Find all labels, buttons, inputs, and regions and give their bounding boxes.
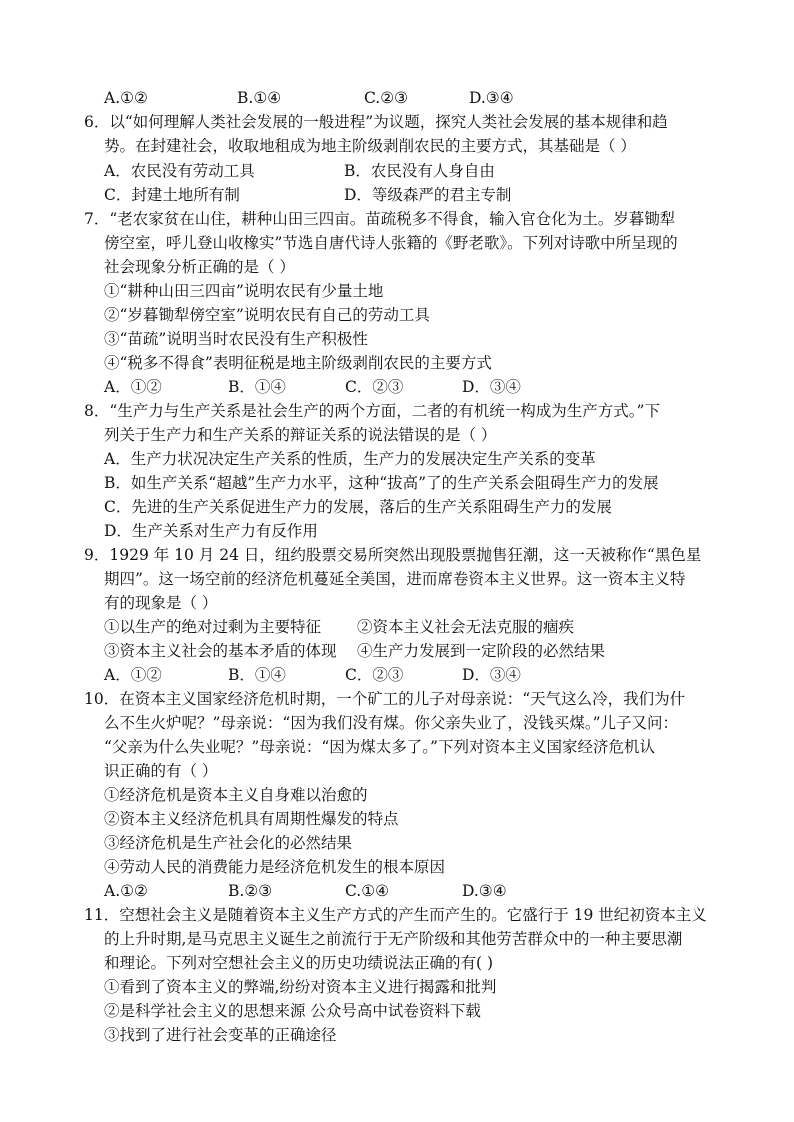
q11-stem-line-1: 11．空想社会主义是随着资本主义生产方式的产生而产生的。它盛行于 19 世纪初资本主义 bbox=[84, 906, 707, 924]
q9-stem-line-2: 期四”。这一场空前的经济危机蔓延全美国，进而席卷资本主义世界。这一资本主义特 bbox=[104, 570, 686, 588]
q7-stem-line-1: 7．“老农家贫在山住，耕种山田三四亩。苗疏税多不得食，输入官仓化为土。岁暮锄犁 bbox=[84, 210, 676, 228]
q9-item-2: ②资本主义社会无法克服的痼疾 bbox=[357, 618, 575, 636]
q11-stem-line-3: 和理论。下列对空想社会主义的历史功绩说法正确的有( ) bbox=[104, 954, 494, 972]
q10-stem-line-4: 识正确的有（ ） bbox=[104, 762, 218, 780]
q9-option-b: B．①④ bbox=[228, 666, 286, 684]
q7-stem-line-2: 傍空室，呼儿登山收橡实”节选自唐代诗人张籍的《野老歌》。下列对诗歌中所呈现的 bbox=[104, 234, 678, 252]
q10-item-4: ④劳动人民的消费能力是经济危机发生的根本原因 bbox=[104, 858, 446, 876]
q8-option-b: B．如生产关系“超越”生产力水平，这种“拔高”了的生产关系会阻碍生产力的发展 bbox=[104, 474, 659, 492]
q5-option-c: C.②③ bbox=[364, 89, 409, 107]
q10-item-2: ②资本主义经济危机具有周期性爆发的特点 bbox=[104, 810, 399, 828]
q7-option-c: C．②③ bbox=[345, 378, 404, 396]
q11-stem-line-2: 的上升时期,是马克思主义诞生之前流行于无产阶级和其他劳苦群众中的一种主要思潮 bbox=[104, 930, 683, 948]
q9-option-a: A．①② bbox=[104, 666, 162, 684]
q11-item-3: ③找到了进行社会变革的正确途径 bbox=[104, 1026, 337, 1044]
q6-stem-line-2: 势。在封建社会，收取地租成为地主阶级剥削农民的主要方式，其基础是（ ） bbox=[104, 137, 636, 155]
q10-item-3: ③经济危机是生产社会化的必然结果 bbox=[104, 834, 353, 852]
q10-option-d: D.③④ bbox=[462, 882, 507, 900]
q6-stem-line-1: 6．以“如何理解人类社会发展的一般进程”为议题，探究人类社会发展的基本规律和趋 bbox=[84, 113, 668, 131]
q8-option-c: C．先进的生产关系促进生产力的发展，落后的生产关系阻碍生产力的发展 bbox=[104, 498, 612, 516]
q9-item-3: ③资本主义社会的基本矛盾的体现 bbox=[104, 642, 337, 660]
q7-stem-line-3: 社会现象分析正确的是（ ） bbox=[104, 258, 295, 276]
q9-stem-line-3: 有的现象是（ ） bbox=[104, 594, 218, 612]
q5-option-b: B.①④ bbox=[237, 89, 282, 107]
q7-item-2: ②“岁暮锄犁傍空室”说明农民有自己的劳动工具 bbox=[104, 306, 430, 324]
q10-option-c: C.①④ bbox=[345, 882, 390, 900]
q7-item-4: ④“税多不得食”表明征税是地主阶级剥削农民的主要方式 bbox=[104, 354, 492, 372]
q7-option-a: A．①② bbox=[104, 378, 162, 396]
q6-option-d: D．等级森严的君主专制 bbox=[344, 186, 512, 204]
q9-stem-line-1: 9．1929 年 10 月 24 日，纽约股票交易所突然出现股票抛售狂潮，这一天被称作“黑色星 bbox=[84, 546, 702, 564]
q7-option-b: B．①④ bbox=[228, 378, 286, 396]
q10-stem-line-2: 么不生火炉呢？”母亲说：“因为我们没有煤。你父亲失业了，没钱买煤。”儿子又问： bbox=[104, 714, 679, 732]
q10-option-a: A.①② bbox=[104, 882, 148, 900]
q9-option-d: D．③④ bbox=[462, 666, 521, 684]
q6-option-b: B．农民没有人身自由 bbox=[344, 162, 495, 180]
q11-item-2: ②是科学社会主义的思想来源 公众号高中试卷资料下载 bbox=[104, 1002, 481, 1020]
q6-option-a: A．农民没有劳动工具 bbox=[104, 162, 255, 180]
q10-item-1: ①经济危机是资本主义自身难以治愈的 bbox=[104, 786, 368, 804]
q8-option-d: D．生产关系对生产力有反作用 bbox=[104, 522, 318, 540]
q5-option-a: A.①② bbox=[104, 89, 148, 107]
q10-stem-line-3: “父亲为什么失业呢？”母亲说：“因为煤太多了。”下列对资本主义国家经济危机认 bbox=[104, 738, 655, 756]
q7-option-d: D．③④ bbox=[462, 378, 521, 396]
q9-item-4: ④生产力发展到一定阶段的必然结果 bbox=[357, 642, 606, 660]
q6-option-c: C．封建土地所有制 bbox=[104, 186, 240, 204]
q7-item-3: ③“苗疏”说明当时农民没有生产积极性 bbox=[104, 330, 368, 348]
q8-option-a: A．生产力状况决定生产关系的性质，生产力的发展决定生产关系的变革 bbox=[104, 450, 596, 468]
q5-option-d: D.③④ bbox=[469, 89, 514, 107]
q11-item-1: ①看到了资本主义的弊端,纷纷对资本主义进行揭露和批判 bbox=[104, 978, 497, 996]
q7-item-1: ①“耕种山田三四亩”说明农民有少量土地 bbox=[104, 282, 384, 300]
q8-stem-line-1: 8．“生产力与生产关系是社会生产的两个方面，二者的有机统一构成为生产方式。”下 bbox=[84, 402, 660, 420]
q10-option-b: B.②③ bbox=[228, 882, 273, 900]
q9-item-1: ①以生产的绝对过剩为主要特征 bbox=[104, 618, 322, 636]
q8-stem-line-2: 列关于生产力和生产关系的辩证关系的说法错误的是（ ） bbox=[104, 426, 497, 444]
q9-option-c: C．②③ bbox=[345, 666, 404, 684]
q10-stem-line-1: 10．在资本主义国家经济危机时期，一个矿工的儿子对母亲说：“天气这么冷，我们为什 bbox=[84, 690, 686, 708]
